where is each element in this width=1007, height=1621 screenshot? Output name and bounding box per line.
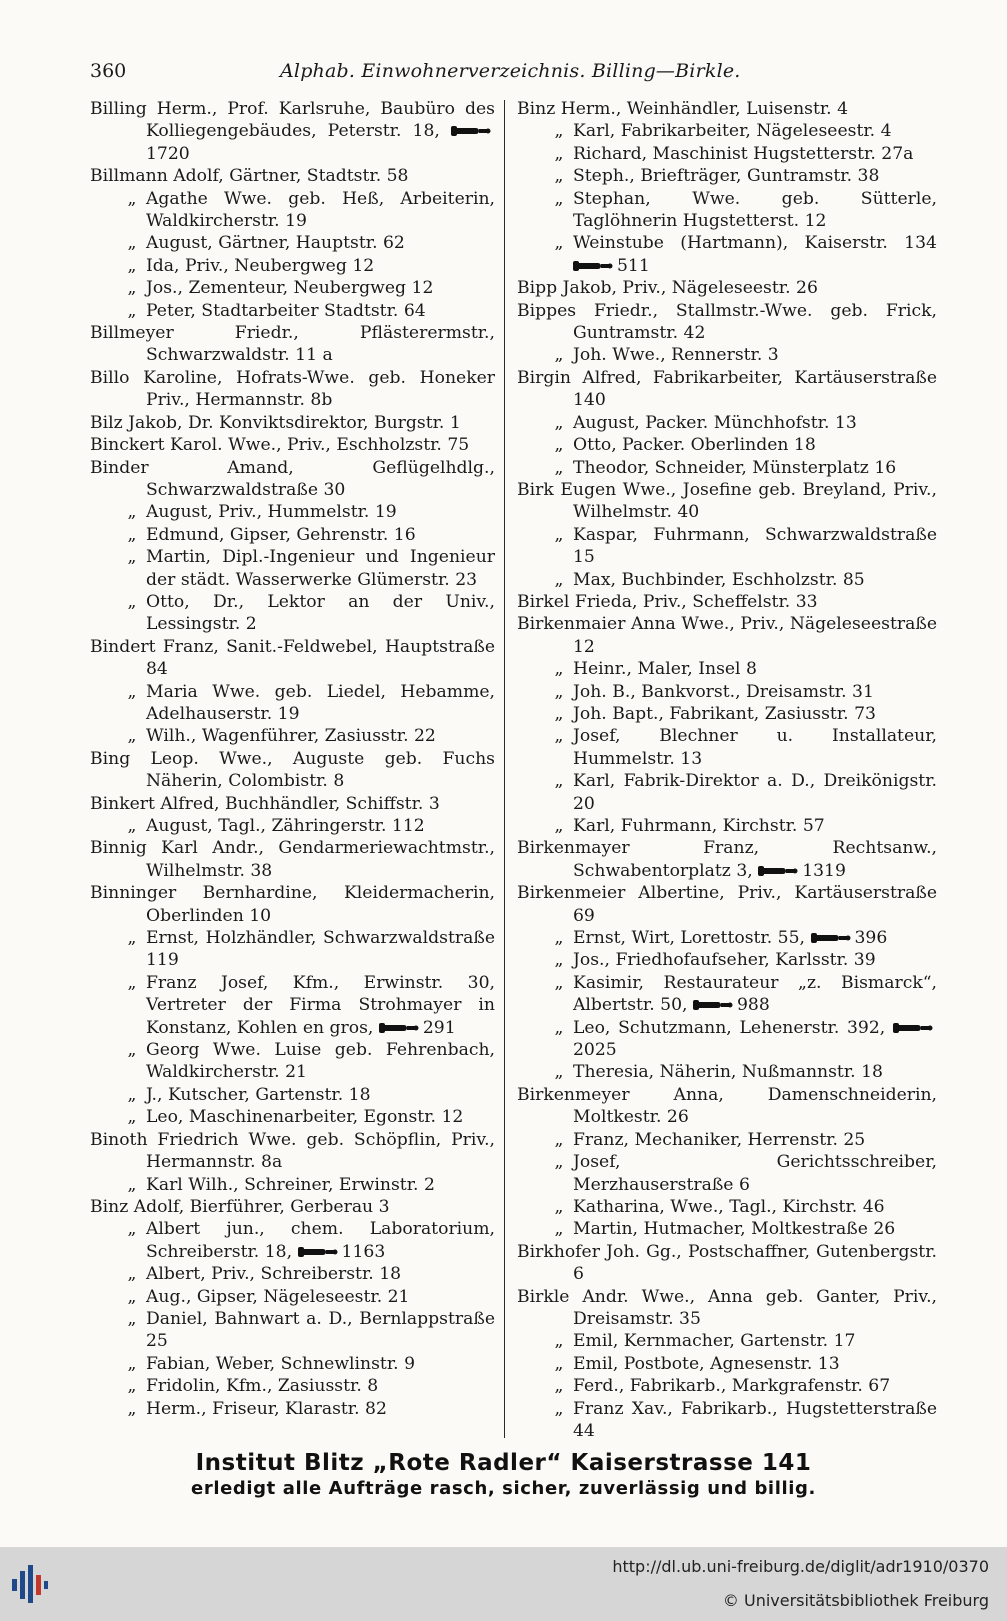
ditto-mark [545, 1218, 573, 1240]
phone-number: 511 [617, 255, 650, 276]
directory-entry [517, 1241, 937, 1286]
directory-entry [517, 1151, 937, 1196]
entry-text: Emil, Kernmacher, Gartenstr. 17 [573, 1331, 856, 1352]
ditto-mark [118, 1353, 146, 1375]
directory-entry [90, 837, 495, 882]
entry-text: Ferd., Fabrikarb., Markgrafenstr. 67 [573, 1376, 891, 1397]
entry-text: Fabian, Weber, Schnewlinstr. 9 [146, 1353, 416, 1374]
ditto-mark [118, 681, 146, 703]
directory-entry [90, 457, 495, 502]
advertisement-headline: Institut Blitz „Rote Radler“ Kaiserstrasse 141 [195, 1450, 812, 1476]
phone-number: 988 [737, 995, 770, 1016]
directory-entry [90, 882, 495, 927]
ditto-mark [118, 725, 146, 747]
ditto-mark [545, 972, 573, 994]
ditto-mark [118, 815, 146, 837]
directory-entry [90, 636, 495, 681]
ditto-mark [118, 591, 146, 613]
entry-text: Karl Wilh., Schreiner, Erwinstr. 2 [146, 1174, 435, 1195]
ditto-mark [118, 501, 146, 523]
entry-text: Theresia, Näherin, Nußmannstr. 18 [573, 1062, 883, 1083]
entry-text: Bing Leop. Wwe., Auguste geb. Fuchs Näherin, Colombistr. 8 [90, 748, 495, 792]
directory-entry [517, 188, 937, 233]
entry-text: Birkenmeyer Anna, Damenschneiderin, Moltkestr. 26 [517, 1084, 937, 1128]
directory-entry [517, 277, 937, 299]
ditto-mark [545, 1061, 573, 1083]
entry-text: Kaspar, Fuhrmann, Schwarzwaldstraße 15 [573, 524, 937, 568]
directory-entry [517, 344, 937, 366]
ditto-mark [545, 815, 573, 837]
entry-text: Daniel, Bahnwart a. D., Bernlappstraße 25 [146, 1308, 495, 1352]
directory-entry [517, 434, 937, 456]
ditto-mark [118, 524, 146, 546]
directory-entry [90, 1286, 495, 1308]
ditto-mark [118, 1398, 146, 1420]
entry-text: Birkle Andr. Wwe., Anna geb. Ganter, Priv., Dreisamstr. 35 [517, 1286, 937, 1329]
entry-text: Joh. Wwe., Rennerstr. 3 [573, 345, 779, 366]
directory-entry [90, 232, 495, 254]
ditto-mark [545, 232, 573, 254]
directory-entry [90, 1039, 495, 1084]
entry-text: Joh. B., Bankvorst., Dreisamstr. 31 [573, 681, 874, 702]
ditto-mark [545, 725, 573, 747]
directory-entry [90, 255, 495, 277]
ditto-mark [545, 658, 573, 680]
directory-entry [90, 434, 495, 456]
right-column [517, 98, 937, 1443]
entry-text: Birkenmaier Anna Wwe., Priv., Nägeleseestraße 12 [517, 614, 937, 657]
directory-entry [517, 1017, 937, 1062]
directory-entry [90, 322, 495, 367]
directory-entry [517, 1353, 937, 1375]
directory-entry [517, 412, 937, 434]
entry-text: Joh. Bapt., Fabrikant, Zasiusstr. 73 [573, 703, 876, 724]
entry-text: Martin, Hutmacher, Moltkestraße 26 [573, 1219, 896, 1240]
directory-entry [517, 1286, 937, 1331]
directory-entry [90, 1174, 495, 1196]
directory-entry [517, 725, 937, 770]
entry-text: Karl, Fabrik-Direktor a. D., Dreikönigstr. 20 [573, 771, 937, 814]
telephone-icon [693, 999, 733, 1011]
column-divider [504, 100, 505, 1438]
entry-text: Otto, Packer. Oberlinden 18 [573, 435, 816, 456]
entry-text: Jos., Zementeur, Neubergweg 12 [146, 278, 434, 299]
directory-entry [90, 815, 495, 837]
telephone-icon [298, 1246, 338, 1258]
directory-entry [517, 815, 937, 837]
directory-entry [90, 725, 495, 747]
phone-number: 1163 [341, 1241, 386, 1262]
entry-text: Binz Adolf, Bierführer, Gerberau 3 [90, 1196, 390, 1217]
library-footer [0, 1547, 1007, 1621]
page-number: 360 [90, 60, 127, 82]
directory-entry [90, 524, 495, 546]
directory-entry [517, 1330, 937, 1352]
ditto-mark [545, 1353, 573, 1375]
directory-entry [90, 1106, 495, 1128]
phone-number: 396 [854, 928, 888, 949]
entry-text: Wilh., Wagenführer, Zasiusstr. 22 [146, 726, 436, 747]
entry-text: Billing Herm., Prof. Karlsruhe, Baubüro des Kolliegengebäudes, Peterstr. 18, [90, 99, 495, 142]
entry-text: Bippes Friedr., Stallmstr.-Wwe. geb. Frick, Guntramstr. 42 [517, 300, 937, 344]
entry-text: Billmann Adolf, Gärtner, Stadtstr. 58 [90, 166, 409, 187]
entry-text: Albert, Priv., Schreiberstr. 18 [146, 1264, 402, 1285]
telephone-icon [573, 260, 613, 272]
directory-entry [90, 591, 495, 636]
entry-text: Birkhofer Joh. Gg., Postschaffner, Gutenbergstr. 6 [517, 1241, 937, 1285]
entry-text: Bindert Franz, Sanit.-Feldwebel, Hauptstraße 84 [90, 636, 495, 680]
directory-entry [517, 703, 937, 725]
directory-entry [90, 1084, 495, 1106]
entry-text: August, Packer. Münchhofstr. 13 [573, 412, 857, 433]
directory-entry [90, 277, 495, 299]
entry-text: Peter, Stadtarbeiter Stadtstr. 64 [146, 300, 426, 321]
entry-text: August, Priv., Hummelstr. 19 [146, 502, 397, 523]
directory-entry [517, 681, 937, 703]
entry-text: Birkenmeier Albertine, Priv., Kartäuserstraße 69 [517, 883, 937, 926]
entry-text: Steph., Briefträger, Guntramstr. 38 [573, 166, 880, 187]
entry-text: Franz, Mechaniker, Herrenstr. 25 [573, 1129, 866, 1150]
directory-entry [517, 479, 937, 524]
entry-text: Jos., Friedhofaufseher, Karlsstr. 39 [573, 950, 876, 971]
advertisement-tagline: erledigt alle Aufträge rasch, sicher, zuverlässig und billig. [191, 1478, 816, 1499]
ditto-mark [545, 949, 573, 971]
entry-text: Bilz Jakob, Dr. Konviktsdirektor, Burgstr. 1 [90, 412, 461, 433]
entry-text: Binoth Friedrich Wwe. geb. Schöpflin, Priv., Hermannstr. 8a [90, 1129, 495, 1173]
directory-entry [90, 546, 495, 591]
ditto-mark [118, 972, 146, 994]
directory-entry [517, 1398, 937, 1443]
ditto-mark [118, 927, 146, 949]
directory-entry [90, 927, 495, 972]
entry-text: Georg Wwe. Luise geb. Fehrenbach, Waldkircherstr. 21 [146, 1040, 495, 1083]
directory-entry [90, 1129, 495, 1174]
ditto-mark [545, 927, 573, 949]
entry-text: Karl, Fuhrmann, Kirchstr. 57 [573, 816, 825, 836]
entry-text: Binder Amand, Geflügelhdlg., Schwarzwaldstraße 30 [90, 457, 495, 500]
entry-text: Weinstube (Hartmann), Kaiserstr. 134 [573, 233, 937, 254]
ditto-mark [545, 344, 573, 366]
entry-text: Karl, Fabrikarbeiter, Nägeleseestr. 4 [573, 121, 892, 142]
entry-text: Ernst, Holzhändler, Schwarzwaldstraße 119 [146, 928, 495, 971]
entry-text: Binkert Alfred, Buchhändler, Schiffstr. 3 [90, 793, 440, 814]
directory-entry [90, 1218, 495, 1263]
entry-text: J., Kutscher, Gartenstr. 18 [146, 1084, 371, 1105]
ditto-mark [118, 1218, 146, 1240]
ditto-mark [118, 277, 146, 299]
telephone-icon [811, 932, 851, 944]
directory-entry [90, 412, 495, 434]
directory-entry [517, 1084, 937, 1129]
directory-entry [517, 1375, 937, 1397]
telephone-icon [893, 1022, 933, 1034]
ditto-mark [118, 1286, 146, 1308]
entry-text: Stephan, Wwe. geb. Sütterle, Taglöhnerin Hugstetterst. 12 [573, 188, 937, 232]
ditto-mark [545, 434, 573, 456]
phone-number: 2025 [573, 1040, 617, 1061]
ditto-mark [545, 120, 573, 142]
entry-text: Martin, Dipl.-Ingenieur und Ingenieur der städt. Wasserwerke Glümerstr. 23 [146, 547, 495, 590]
directory-entry [517, 143, 937, 165]
entry-text: August, Gärtner, Hauptstr. 62 [146, 233, 405, 254]
ditto-mark [545, 1129, 573, 1151]
left-column [90, 98, 495, 1443]
entry-text: Aug., Gipser, Nägeleseestr. 21 [146, 1286, 410, 1307]
directory-entry [517, 770, 937, 815]
ditto-mark [118, 1174, 146, 1196]
directory-entry [90, 98, 495, 165]
entry-text: August, Tagl., Zähringerstr. 112 [146, 816, 425, 836]
entry-text: Billmeyer Friedr., Pflästerermstr., Schwarzwaldstr. 11 a [90, 323, 495, 366]
entry-text: Maria Wwe. geb. Liedel, Hebamme, Adelhauserstr. 19 [146, 681, 495, 724]
directory-entry [517, 613, 937, 658]
ditto-mark [118, 255, 146, 277]
entry-text: Birkenmayer Franz, Rechtsanw., Schwabentorplatz 3, [517, 838, 937, 881]
directory-entry [90, 188, 495, 233]
entry-text: Emil, Postbote, Agnesenstr. 13 [573, 1353, 840, 1374]
entry-text: Binz Herm., Weinhändler, Luisenstr. 4 [517, 99, 849, 119]
directory-entry [517, 120, 937, 142]
ditto-mark [118, 546, 146, 568]
entry-text: Max, Buchbinder, Eschholzstr. 85 [573, 569, 865, 590]
entry-text: Kasimir, Restaurateur „z. Bismarck“, Albertstr. 50, [573, 972, 937, 1016]
directory-entry [517, 457, 937, 479]
directory-entry [517, 972, 937, 1017]
entry-text: Heinr., Maler, Insel 8 [573, 659, 757, 680]
directory-entry [517, 882, 937, 927]
entry-text: Birgin Alfred, Fabrikarbeiter, Kartäuserstraße 140 [517, 367, 937, 411]
directory-entry [90, 681, 495, 726]
entry-text: Birk Eugen Wwe., Josefine geb. Breyland, Priv., Wilhelmstr. 40 [517, 479, 937, 523]
directory-entry [517, 524, 937, 569]
phone-number: 1319 [802, 860, 846, 881]
directory-entry [90, 1398, 495, 1420]
entry-text: Ida, Priv., Neubergweg 12 [146, 255, 375, 276]
entry-text: Leo, Maschinenarbeiter, Egonstr. 12 [146, 1107, 464, 1128]
entry-text: Leo, Schutzmann, Lehenerstr. 392, [573, 1017, 886, 1038]
ditto-mark [545, 165, 573, 187]
ditto-mark [545, 143, 573, 165]
directory-entry [517, 569, 937, 591]
directory-entry [90, 1353, 495, 1375]
directory-entry [517, 949, 937, 971]
ditto-mark [118, 300, 146, 322]
ditto-mark [545, 1151, 573, 1173]
source-url-link[interactable]: http://dl.ub.uni-freiburg.de/diglit/adr1910/0370 [612, 1557, 989, 1576]
directory-entry [517, 1218, 937, 1240]
directory-entry [517, 658, 937, 680]
directory-entry [517, 165, 937, 187]
entry-text: Ernst, Wirt, Lorettostr. 55, [573, 928, 806, 949]
directory-entry [517, 232, 937, 277]
entry-text: Herm., Friseur, Klarastr. 82 [146, 1398, 387, 1419]
telephone-icon [758, 865, 798, 877]
ditto-mark [545, 681, 573, 703]
phone-number: 1720 [146, 143, 190, 164]
entry-text: Theodor, Schneider, Münsterplatz 16 [573, 457, 897, 478]
directory-entry [517, 837, 937, 882]
entry-text: Edmund, Gipser, Gehrenstr. 16 [146, 524, 416, 545]
directory-entry [90, 748, 495, 793]
ditto-mark [118, 1308, 146, 1330]
ditto-mark [118, 232, 146, 254]
entry-text: Richard, Maschinist Hugstetterstr. 27a [573, 143, 914, 164]
entry-text: Bipp Jakob, Priv., Nägeleseestr. 26 [517, 278, 818, 299]
ditto-mark [545, 569, 573, 591]
entry-text: Katharina, Wwe., Tagl., Kirchstr. 46 [573, 1196, 885, 1217]
ditto-mark [118, 1084, 146, 1106]
directory-entry [90, 165, 495, 187]
entry-text: Josef, Blechner u. Installateur, Hummelstr. 13 [573, 726, 937, 769]
ditto-mark [118, 1263, 146, 1285]
ditto-mark [545, 1196, 573, 1218]
directory-entry [90, 1196, 495, 1218]
telephone-icon [451, 125, 491, 137]
directory-entry [90, 793, 495, 815]
directory-entry [517, 1129, 937, 1151]
directory-entry [90, 501, 495, 523]
ditto-mark [545, 1330, 573, 1352]
entry-text: Birkel Frieda, Priv., Scheffelstr. 33 [517, 591, 818, 612]
directory-entry [517, 591, 937, 613]
ditto-mark [545, 1398, 573, 1420]
entry-text: Billo Karoline, Hofrats-Wwe. geb. Honeker Priv., Hermannstr. 8b [90, 367, 495, 411]
entry-text: Otto, Dr., Lektor an der Univ., Lessingstr. 2 [146, 591, 495, 635]
directory-entry [90, 1263, 495, 1285]
ditto-mark [545, 188, 573, 210]
library-logo-icon [10, 1561, 50, 1607]
entry-text: Binninger Bernhardine, Kleidermacherin, Oberlinden 10 [90, 883, 495, 926]
directory-entry [517, 1196, 937, 1218]
directory-entry [517, 367, 937, 412]
ditto-mark [545, 457, 573, 479]
directory-entry [90, 367, 495, 412]
ditto-mark [545, 1017, 573, 1039]
page-header [90, 60, 930, 90]
entry-text: Binnig Karl Andr., Gendarmeriewachtmstr., Wilhelmstr. 38 [90, 838, 495, 881]
advertisement [0, 1450, 1007, 1499]
ditto-mark [118, 1039, 146, 1061]
entry-text: Agathe Wwe. geb. Heß, Arbeiterin, Waldkircherstr. 19 [146, 188, 495, 232]
entry-text: Josef, Gerichtsschreiber, Merzhauserstraße 6 [573, 1152, 937, 1195]
directory-entry [90, 972, 495, 1039]
phone-number: 291 [422, 1017, 456, 1038]
ditto-mark [118, 1106, 146, 1128]
entry-text: Franz Josef, Kfm., Erwinstr. 30, Vertreter der Firma Strohmayer in Konstanz, Kohlen en gros, [146, 972, 495, 1038]
entry-text: Albert jun., chem. Laboratorium, Schreiberstr. 18, [146, 1219, 495, 1262]
ditto-mark [545, 412, 573, 434]
ditto-mark [118, 1375, 146, 1397]
entry-text: Binckert Karol. Wwe., Priv., Eschholzstr. 75 [90, 435, 470, 456]
directory-entry [90, 1308, 495, 1353]
directory-entry [517, 98, 937, 120]
ditto-mark [118, 188, 146, 210]
directory-entry [517, 927, 937, 949]
ditto-mark [545, 770, 573, 792]
ditto-mark [545, 524, 573, 546]
entry-text: Franz Xav., Fabrikarb., Hugstetterstraße 44 [573, 1398, 937, 1441]
directory-entry [90, 1375, 495, 1397]
directory-entry [517, 1061, 937, 1083]
entry-text: Fridolin, Kfm., Zasiusstr. 8 [146, 1376, 379, 1397]
copyright-notice: © Universitätsbibliothek Freiburg [722, 1591, 989, 1610]
telephone-icon [379, 1022, 419, 1034]
directory-entry [517, 300, 937, 345]
running-title: Alphab. Einwohnerverzeichnis. Billing—Birkle. [280, 60, 741, 82]
ditto-mark [545, 703, 573, 725]
ditto-mark [545, 1375, 573, 1397]
directory-entry [90, 300, 495, 322]
